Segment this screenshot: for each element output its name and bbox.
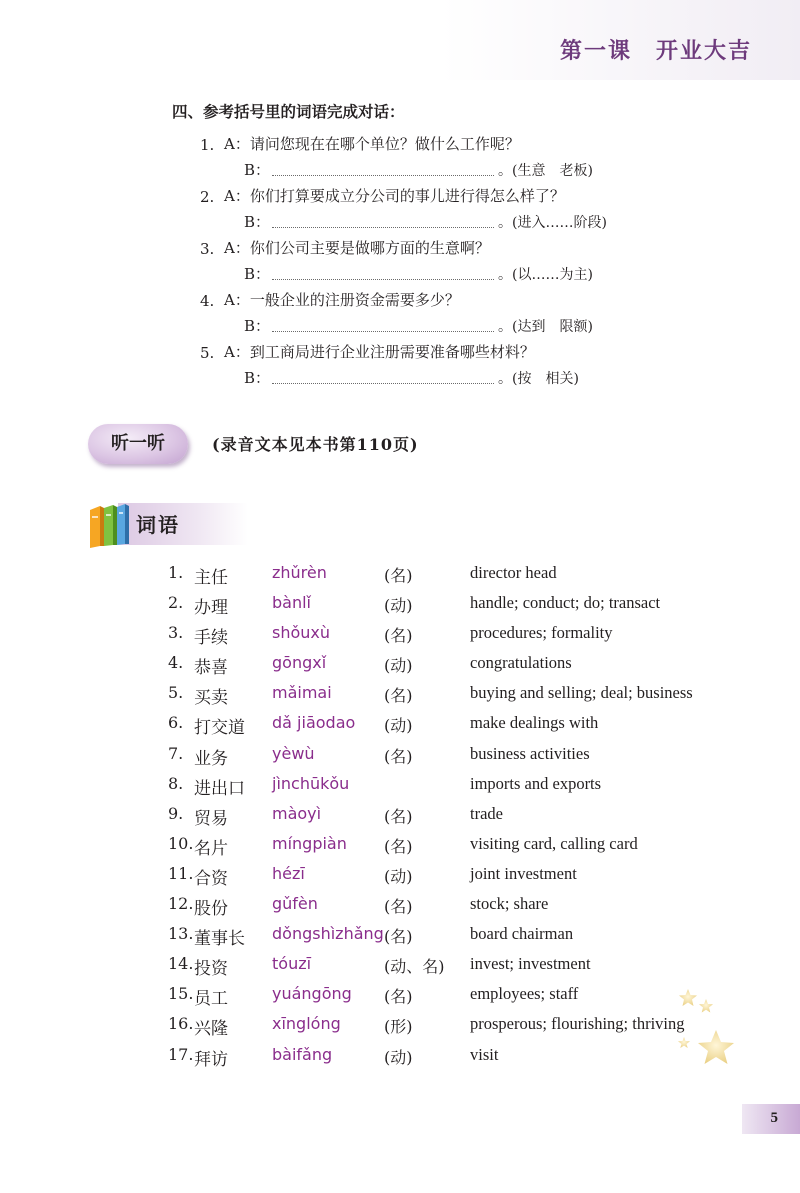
vocab-pos: (名) (384, 626, 413, 646)
vocab-pinyin: jìnchūkǒu (272, 773, 350, 793)
answer-label: B： (244, 369, 271, 387)
lesson-title: 第一课 开业大吉 (559, 39, 752, 64)
vocab-hanzi: 业务 (194, 748, 228, 769)
vocab-pinyin: míngpiàn (272, 833, 347, 853)
vocab-english: procedures; formality (470, 623, 613, 643)
exercise-section (172, 100, 772, 388)
answer-label: B： (244, 161, 271, 179)
star-icon (698, 1030, 734, 1064)
vocab-english: make dealings with (470, 713, 599, 733)
vocab-pos: (动) (384, 866, 413, 886)
vocab-number: 3. (168, 623, 184, 643)
list-item (168, 951, 768, 981)
list-item (168, 741, 768, 771)
exercise-title: 四、参考括号里的词语完成对话： (172, 102, 405, 121)
answer-hint: 。(生意 老板) (498, 163, 593, 179)
vocab-english: congratulations (470, 653, 572, 673)
stars-decoration (660, 985, 750, 1085)
vocab-number: 15. (168, 984, 194, 1004)
vocab-english: handle; conduct; do; transact (470, 593, 661, 613)
answer-hint: 。(达到 限额) (498, 319, 593, 335)
vocab-number: 13. (168, 924, 194, 944)
question-3 (200, 232, 772, 284)
question-a: A：一般企业的注册资金需要多少？ (224, 291, 460, 309)
page-number: 5 (770, 1110, 778, 1126)
question-a: A：请问您现在在哪个单位？做什么工作呢？ (224, 135, 520, 153)
vocab-pinyin: tóuzī (272, 954, 312, 974)
vocab-pinyin: gōngxǐ (272, 653, 327, 673)
question-a: A：你们打算要成立分公司的事儿进行得怎么样了？ (224, 187, 565, 205)
vocab-pinyin: mǎimai (272, 683, 332, 703)
vocab-number: 1. (168, 563, 184, 582)
answer-blank[interactable] (272, 382, 494, 384)
vocab-pos: (动) (384, 596, 413, 616)
vocab-pinyin: zhǔrèn (272, 563, 327, 582)
vocab-pos: (动、名) (384, 957, 445, 977)
vocab-english: visit (470, 1044, 499, 1064)
vocab-hanzi: 拜访 (194, 1049, 228, 1070)
vocab-english: board chairman (470, 924, 574, 944)
vocab-number: 14. (168, 954, 194, 974)
listen-note: (录音文本见本书第110页) (212, 435, 419, 454)
vocab-pinyin: gǔfèn (272, 894, 318, 914)
list-item (168, 801, 768, 831)
list-item (168, 771, 768, 801)
vocab-english: joint investment (470, 863, 577, 883)
question-number: 3. (200, 240, 215, 258)
vocab-number: 4. (168, 653, 184, 673)
vocab-pinyin: yèwù (272, 743, 315, 763)
books-icon (86, 500, 134, 550)
question-number: 5. (200, 344, 215, 362)
answer-hint: 。(按 相关) (498, 371, 579, 387)
vocab-pos: (名) (384, 897, 413, 917)
vocab-pinyin: dǒngshìzhǎng (272, 924, 384, 944)
question-5 (200, 336, 772, 388)
vocab-number: 7. (168, 743, 184, 763)
list-item (168, 620, 768, 650)
list-item (168, 590, 768, 620)
answer-label: B： (244, 265, 271, 283)
vocab-hanzi: 主任 (194, 568, 228, 588)
vocab-number: 8. (168, 773, 184, 793)
vocab-number: 17. (168, 1044, 194, 1064)
list-item (168, 650, 768, 680)
vocab-pos: (名) (384, 836, 413, 856)
vocab-english: buying and selling; deal; business (470, 683, 693, 703)
question-number: 1. (200, 136, 215, 154)
vocab-number: 2. (168, 593, 184, 613)
vocab-english: stock; share (470, 894, 549, 914)
vocab-pos: (动) (384, 1047, 413, 1067)
vocab-pinyin: yuángōng (272, 984, 352, 1004)
vocab-hanzi: 买卖 (194, 688, 228, 709)
question-a: A：你们公司主要是做哪方面的生意啊？ (224, 239, 490, 257)
vocab-title: 词语 (136, 513, 180, 537)
vocab-hanzi: 恭喜 (194, 658, 228, 679)
answer-blank[interactable] (272, 330, 494, 332)
vocab-english: prosperous; flourishing; thriving (470, 1014, 685, 1034)
vocab-number: 12. (168, 894, 194, 914)
vocab-pinyin: xīnglóng (272, 1014, 341, 1034)
vocab-pinyin: bànlǐ (272, 593, 311, 613)
list-item (168, 891, 768, 921)
list-item (168, 861, 768, 891)
answer-label: B： (244, 317, 271, 335)
vocab-hanzi: 董事长 (194, 929, 245, 950)
vocab-english: imports and exports (470, 773, 602, 793)
vocab-number: 6. (168, 713, 184, 733)
vocab-pinyin: shǒuxù (272, 623, 331, 643)
answer-blank[interactable] (272, 174, 494, 176)
vocab-english: visiting card, calling card (470, 833, 638, 853)
question-1 (200, 128, 772, 180)
vocab-hanzi: 办理 (194, 598, 228, 619)
vocab-english: employees; staff (470, 984, 579, 1004)
vocab-hanzi: 进出口 (194, 778, 245, 799)
vocab-english: director head (470, 563, 557, 582)
vocab-hanzi: 股份 (194, 899, 228, 920)
answer-blank[interactable] (272, 278, 494, 280)
vocab-number: 16. (168, 1014, 194, 1034)
vocab-pinyin: màoyì (272, 803, 322, 823)
question-number: 4. (200, 292, 215, 310)
list-item (168, 560, 768, 590)
question-4 (200, 284, 772, 336)
list-item (168, 710, 768, 740)
vocab-pos: (形) (384, 1017, 413, 1037)
vocab-hanzi: 兴隆 (194, 1019, 228, 1040)
vocab-pinyin: hézī (272, 863, 305, 883)
vocab-pos: (名) (384, 686, 413, 706)
list-item (168, 680, 768, 710)
vocab-pos: (名) (384, 746, 413, 766)
vocab-pos: (名) (384, 806, 413, 826)
vocab-english: invest; investment (470, 954, 591, 974)
vocab-pos: (名) (384, 987, 413, 1007)
vocab-hanzi: 手续 (194, 628, 228, 649)
question-2 (200, 180, 772, 232)
vocab-pos: (动) (384, 656, 413, 676)
vocab-english: business activities (470, 743, 590, 763)
vocab-hanzi: 贸易 (194, 808, 228, 829)
answer-label: B： (244, 213, 271, 231)
vocab-hanzi: 名片 (194, 838, 228, 859)
listen-label: 听一听 (111, 433, 165, 454)
star-icon (679, 989, 697, 1006)
list-item (168, 921, 768, 951)
answer-blank[interactable] (272, 226, 494, 228)
answer-hint: 。(以……为主) (498, 267, 593, 283)
question-number: 2. (200, 188, 215, 206)
vocab-number: 9. (168, 803, 184, 823)
vocab-hanzi: 打交道 (194, 718, 245, 739)
list-item (168, 831, 768, 861)
question-a: A：到工商局进行企业注册需要准备哪些材料？ (224, 343, 535, 361)
vocab-number: 10. (168, 833, 194, 853)
vocab-pos: (名) (384, 566, 413, 585)
vocab-english: trade (470, 803, 503, 823)
answer-hint: 。(进入……阶段) (498, 215, 607, 231)
listen-banner (88, 424, 188, 464)
vocab-pinyin: dǎ jiāodao (272, 713, 356, 733)
vocab-hanzi: 员工 (194, 989, 228, 1010)
vocab-number: 11. (168, 863, 194, 883)
vocab-hanzi: 合资 (194, 868, 228, 889)
vocab-pos: (动) (384, 716, 413, 736)
vocab-hanzi: 投资 (194, 959, 228, 980)
vocab-pos: (名) (384, 927, 413, 947)
star-icon (678, 1037, 690, 1048)
vocab-number: 5. (168, 683, 184, 703)
vocab-pinyin: bàifǎng (272, 1044, 333, 1064)
star-icon (699, 999, 713, 1013)
